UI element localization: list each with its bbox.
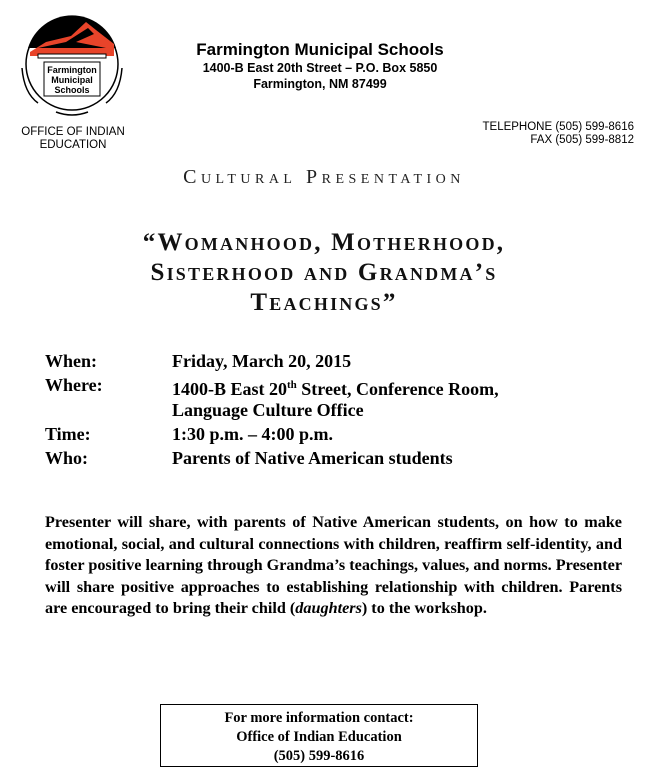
event-description: [45, 512, 622, 620]
detail-label: Time:: [45, 424, 91, 444]
contact-info-box: [160, 704, 478, 767]
school-district-logo: [16, 8, 128, 120]
title-line: Sisterhood and Grandma’s: [150, 259, 498, 286]
description-text: ) to the workshop.: [361, 599, 487, 617]
info-line: Office of Indian Education: [236, 729, 402, 745]
info-line: For more information contact:: [224, 710, 414, 726]
title-line: Teachings”: [250, 289, 398, 316]
office-name: OFFICE OF INDIAN EDUCATION: [21, 126, 125, 151]
fax: FAX (505) 599-8812: [530, 134, 634, 146]
detail-value: [172, 373, 499, 401]
where-text: Street, Conference Room,: [296, 379, 499, 399]
contact-numbers: [483, 121, 635, 147]
detail-value: Friday, March 20, 2015: [172, 351, 352, 371]
svg-text:Farmington: Farmington: [47, 65, 97, 75]
telephone: TELEPHONE (505) 599-8616: [482, 121, 634, 133]
description-emphasis: daughters: [295, 599, 362, 617]
svg-text:Municipal: Municipal: [51, 75, 93, 85]
org-address-line2: Farmington, NM 87499: [253, 77, 387, 91]
detail-label: Who:: [45, 448, 89, 468]
ordinal-suffix: th: [287, 379, 297, 391]
detail-label: When:: [45, 351, 98, 371]
where-text: 1400-B East 20: [172, 379, 288, 399]
letterhead: [150, 40, 490, 92]
event-title: [40, 228, 608, 318]
info-phone: (505) 599-8616: [273, 748, 365, 764]
title-line: “Womanhood, Motherhood,: [142, 229, 506, 256]
detail-value: 1:30 p.m. – 4:00 p.m.: [172, 424, 333, 444]
svg-text:Schools: Schools: [54, 85, 90, 95]
detail-value: Language Culture Office: [172, 400, 364, 420]
org-name: Farmington Municipal Schools: [196, 40, 444, 59]
detail-value: Parents of Native American students: [172, 448, 453, 468]
kicker-heading: Cultural Presentation: [183, 166, 465, 188]
description-text: Presenter will share, with parents of Native American students, on how to make emotional, social, and cultural connections with children, reaffirm self-identity, and foster positive learning through Grandma’s teachings, values, and norms. Presenter will share positive approaches to establishing relationship with children. Parents are encouraged to bring their child (: [45, 513, 622, 617]
org-address-line1: 1400-B East 20th Street – P.O. Box 5850: [202, 61, 438, 75]
detail-label: Where:: [45, 375, 103, 395]
